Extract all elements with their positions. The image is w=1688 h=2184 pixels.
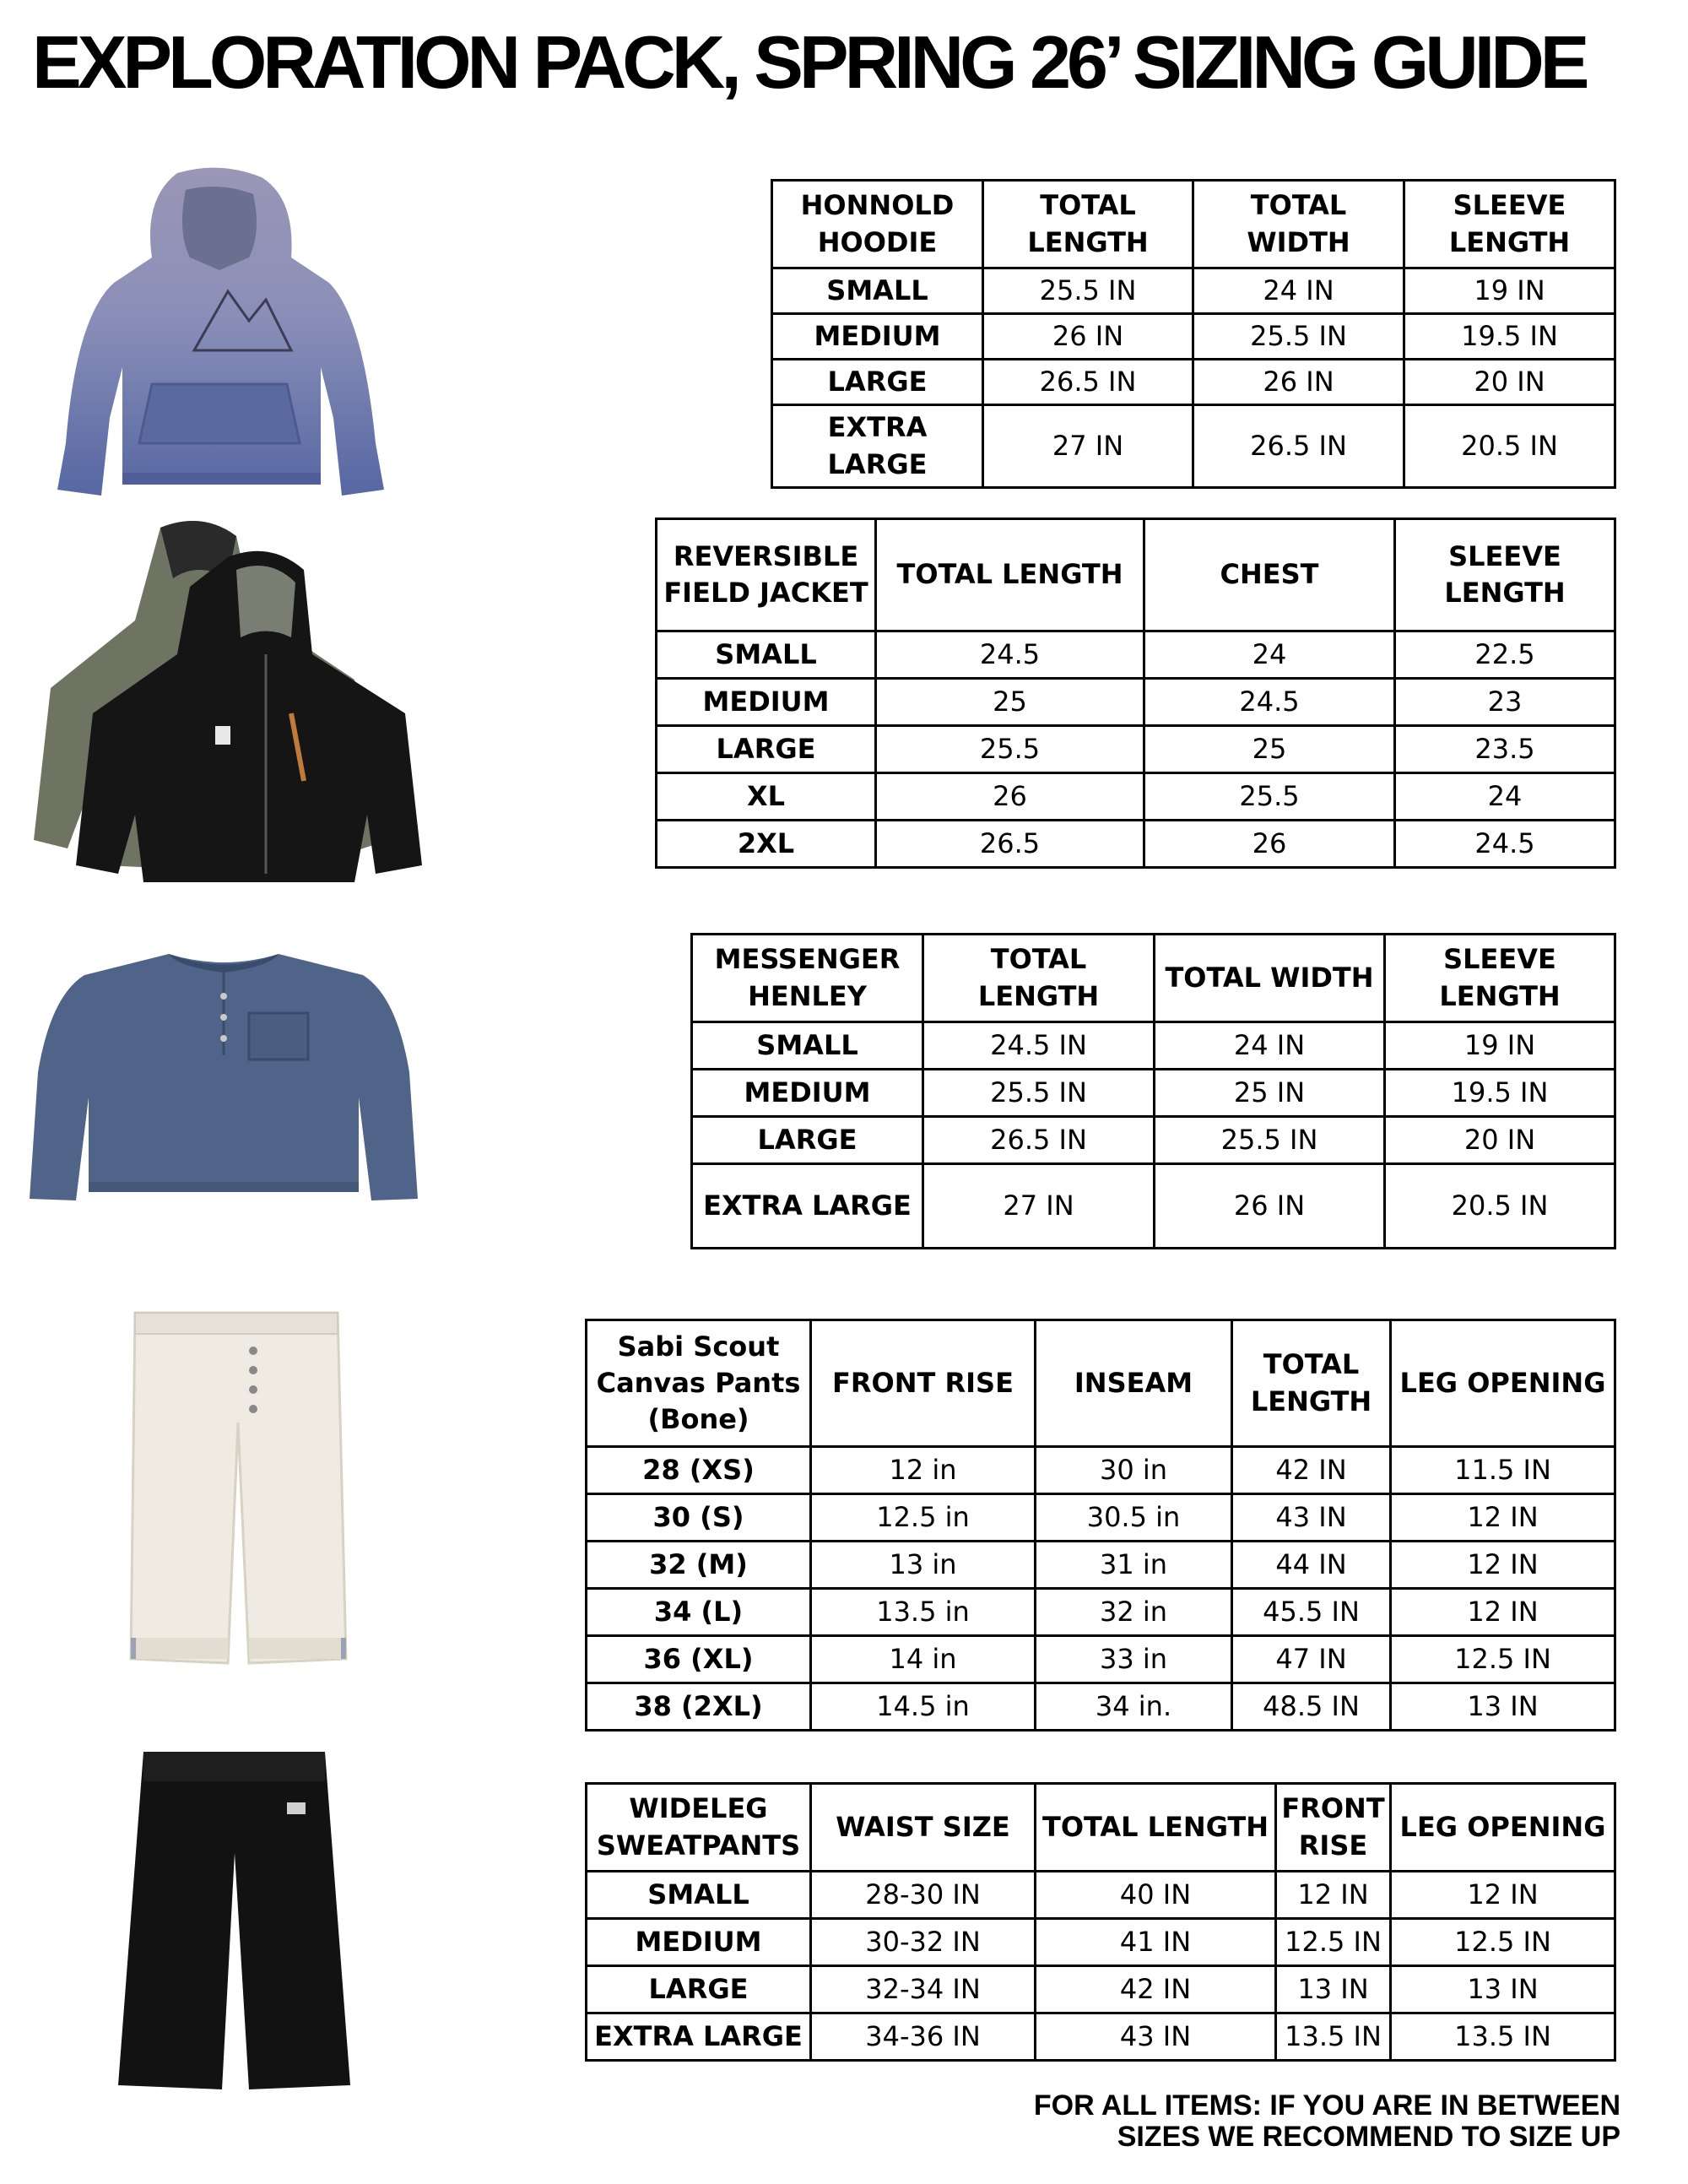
size-label: LARGE bbox=[692, 1117, 923, 1164]
header-cell: HONNOLD HOODIE bbox=[772, 181, 983, 268]
table-cell: 26.5 IN bbox=[1193, 405, 1404, 488]
table-cell: 25.5 IN bbox=[923, 1070, 1155, 1117]
table-cell: 24 IN bbox=[1155, 1022, 1385, 1070]
table-cell: 24.5 bbox=[1144, 679, 1395, 726]
table-cell: 34 in. bbox=[1036, 1683, 1232, 1731]
table-cell: 12 IN bbox=[1391, 1589, 1615, 1636]
table-cell: 13 IN bbox=[1391, 1683, 1615, 1731]
size-label: SMALL bbox=[772, 268, 983, 314]
table-cell: 25 IN bbox=[1155, 1070, 1385, 1117]
table-cell: 12 IN bbox=[1391, 1494, 1615, 1542]
header-cell: FRONT RISE bbox=[811, 1320, 1036, 1447]
size-label: 38 (2XL) bbox=[587, 1683, 811, 1731]
table-cell: 25 bbox=[876, 679, 1144, 726]
table-cell: 12 in bbox=[811, 1447, 1036, 1494]
size-label: MEDIUM bbox=[692, 1070, 923, 1117]
table-cell: 32-34 IN bbox=[811, 1966, 1036, 2013]
table-cell: 26 bbox=[876, 773, 1144, 821]
note-line-2: SIZES WE RECOMMEND TO SIZE UP bbox=[1117, 2121, 1620, 2154]
header-cell: TOTAL LENGTH bbox=[1036, 1784, 1276, 1872]
table-cell: 26 IN bbox=[1193, 360, 1404, 405]
table-cell: 45.5 IN bbox=[1232, 1589, 1391, 1636]
table-cell: 24 IN bbox=[1193, 268, 1404, 314]
header-cell: TOTAL LENGTH bbox=[923, 935, 1155, 1022]
size-label: LARGE bbox=[587, 1966, 811, 2013]
size-label: MEDIUM bbox=[772, 314, 983, 360]
table-cell: 33 in bbox=[1036, 1636, 1232, 1683]
table-cell: 23 bbox=[1395, 679, 1615, 726]
header-cell: WAIST SIZE bbox=[811, 1784, 1036, 1872]
size-label: LARGE bbox=[772, 360, 983, 405]
table-cell: 19.5 IN bbox=[1404, 314, 1615, 360]
table-cell: 40 IN bbox=[1036, 1872, 1276, 1919]
table-cell: 27 IN bbox=[983, 405, 1193, 488]
henley-image bbox=[25, 937, 422, 1207]
table-cell: 43 IN bbox=[1232, 1494, 1391, 1542]
sweatpants-size-table bbox=[585, 1782, 1616, 2062]
hoodie-image bbox=[51, 165, 388, 502]
table-cell: 25.5 IN bbox=[983, 268, 1193, 314]
header-cell: TOTAL LENGTH bbox=[983, 181, 1193, 268]
table-cell: 20.5 IN bbox=[1385, 1164, 1615, 1249]
size-label: SMALL bbox=[657, 631, 876, 679]
size-label: 34 (L) bbox=[587, 1589, 811, 1636]
header-cell: LEG OPENING bbox=[1391, 1784, 1615, 1872]
size-label: EXTRA LARGE bbox=[772, 405, 983, 488]
table-cell: 13.5 IN bbox=[1276, 2013, 1391, 2061]
size-label: EXTRA LARGE bbox=[587, 2013, 811, 2061]
canvas-pants-image bbox=[122, 1304, 354, 1667]
table-cell: 25.5 bbox=[876, 726, 1144, 773]
size-label: MEDIUM bbox=[657, 679, 876, 726]
size-label: XL bbox=[657, 773, 876, 821]
table-cell: 12 IN bbox=[1391, 1542, 1615, 1589]
table-cell: 13.5 IN bbox=[1391, 2013, 1615, 2061]
size-label: SMALL bbox=[692, 1022, 923, 1070]
table-cell: 23.5 bbox=[1395, 726, 1615, 773]
size-label: 28 (XS) bbox=[587, 1447, 811, 1494]
field-jacket-image bbox=[34, 511, 422, 882]
table-cell: 26 bbox=[1144, 821, 1395, 868]
table-cell: 11.5 IN bbox=[1391, 1447, 1615, 1494]
table-cell: 13.5 in bbox=[811, 1589, 1036, 1636]
table-cell: 12 IN bbox=[1276, 1872, 1391, 1919]
table-cell: 28-30 IN bbox=[811, 1872, 1036, 1919]
sizing-advice-note bbox=[1034, 2090, 1620, 2154]
table-cell: 24.5 bbox=[1395, 821, 1615, 868]
canvas-pants-size-table bbox=[585, 1319, 1616, 1731]
header-cell: TOTAL WIDTH bbox=[1155, 935, 1385, 1022]
table-cell: 26.5 IN bbox=[923, 1117, 1155, 1164]
table-cell: 20 IN bbox=[1404, 360, 1615, 405]
table-cell: 26.5 IN bbox=[983, 360, 1193, 405]
table-cell: 13 in bbox=[811, 1542, 1036, 1589]
size-label: 32 (M) bbox=[587, 1542, 811, 1589]
field-jacket-size-table bbox=[655, 518, 1616, 869]
size-label: 30 (S) bbox=[587, 1494, 811, 1542]
header-cell: MESSENGER HENLEY bbox=[692, 935, 923, 1022]
sweatpants-image bbox=[114, 1743, 359, 2098]
size-label: 2XL bbox=[657, 821, 876, 868]
table-cell: 24 bbox=[1144, 631, 1395, 679]
header-cell: WIDELEG SWEATPANTS bbox=[587, 1784, 811, 1872]
table-cell: 26 IN bbox=[1155, 1164, 1385, 1249]
table-cell: 24 bbox=[1395, 773, 1615, 821]
table-cell: 42 IN bbox=[1232, 1447, 1391, 1494]
table-cell: 19.5 IN bbox=[1385, 1070, 1615, 1117]
table-cell: 32 in bbox=[1036, 1589, 1232, 1636]
table-cell: 30.5 in bbox=[1036, 1494, 1232, 1542]
table-cell: 13 IN bbox=[1276, 1966, 1391, 2013]
table-cell: 24.5 IN bbox=[923, 1022, 1155, 1070]
honnold-hoodie-size-table bbox=[771, 179, 1616, 489]
table-cell: 24.5 bbox=[876, 631, 1144, 679]
table-cell: 48.5 IN bbox=[1232, 1683, 1391, 1731]
table-cell: 20 IN bbox=[1385, 1117, 1615, 1164]
table-cell: 31 in bbox=[1036, 1542, 1232, 1589]
table-cell: 14 in bbox=[811, 1636, 1036, 1683]
table-cell: 41 IN bbox=[1036, 1919, 1276, 1966]
table-cell: 25.5 IN bbox=[1155, 1117, 1385, 1164]
table-cell: 27 IN bbox=[923, 1164, 1155, 1249]
table-cell: 34-36 IN bbox=[811, 2013, 1036, 2061]
table-cell: 25.5 bbox=[1144, 773, 1395, 821]
header-cell: CHEST bbox=[1144, 519, 1395, 631]
table-cell: 30 in bbox=[1036, 1447, 1232, 1494]
header-cell: SLEEVE LENGTH bbox=[1404, 181, 1615, 268]
table-cell: 44 IN bbox=[1232, 1542, 1391, 1589]
table-cell: 12.5 IN bbox=[1391, 1636, 1615, 1683]
table-cell: 20.5 IN bbox=[1404, 405, 1615, 488]
table-cell: 12 IN bbox=[1391, 1872, 1615, 1919]
table-cell: 30-32 IN bbox=[811, 1919, 1036, 1966]
table-cell: 25.5 IN bbox=[1193, 314, 1404, 360]
table-cell: 13 IN bbox=[1391, 1966, 1615, 2013]
table-cell: 12.5 IN bbox=[1391, 1919, 1615, 1966]
size-label: EXTRA LARGE bbox=[692, 1164, 923, 1249]
table-cell: 14.5 in bbox=[811, 1683, 1036, 1731]
header-cell: TOTAL WIDTH bbox=[1193, 181, 1404, 268]
table-cell: 19 IN bbox=[1385, 1022, 1615, 1070]
table-cell: 43 IN bbox=[1036, 2013, 1276, 2061]
table-cell: 25 bbox=[1144, 726, 1395, 773]
header-cell: TOTAL LENGTH bbox=[1232, 1320, 1391, 1447]
messenger-henley-size-table bbox=[690, 933, 1616, 1249]
header-cell: FRONT RISE bbox=[1276, 1784, 1391, 1872]
table-cell: 19 IN bbox=[1404, 268, 1615, 314]
size-label: 36 (XL) bbox=[587, 1636, 811, 1683]
header-cell: INSEAM bbox=[1036, 1320, 1232, 1447]
size-label: MEDIUM bbox=[587, 1919, 811, 1966]
header-cell: SLEEVE LENGTH bbox=[1385, 935, 1615, 1022]
header-cell: SLEEVE LENGTH bbox=[1395, 519, 1615, 631]
size-label: SMALL bbox=[587, 1872, 811, 1919]
note-line-1: FOR ALL ITEMS: IF YOU ARE IN BETWEEN bbox=[1033, 2089, 1620, 2122]
table-cell: 42 IN bbox=[1036, 1966, 1276, 2013]
table-cell: 22.5 bbox=[1395, 631, 1615, 679]
header-cell: LEG OPENING bbox=[1391, 1320, 1615, 1447]
size-label: LARGE bbox=[657, 726, 876, 773]
page-title: EXPLORATION PACK, SPRING 26’ SIZING GUIDE bbox=[32, 20, 1586, 104]
table-cell: 12.5 in bbox=[811, 1494, 1036, 1542]
table-cell: 47 IN bbox=[1232, 1636, 1391, 1683]
table-cell: 26 IN bbox=[983, 314, 1193, 360]
header-cell: Sabi Scout Canvas Pants (Bone) bbox=[587, 1320, 811, 1447]
table-cell: 12.5 IN bbox=[1276, 1919, 1391, 1966]
table-cell: 26.5 bbox=[876, 821, 1144, 868]
header-cell: REVERSIBLE FIELD JACKET bbox=[657, 519, 876, 631]
header-cell: TOTAL LENGTH bbox=[876, 519, 1144, 631]
